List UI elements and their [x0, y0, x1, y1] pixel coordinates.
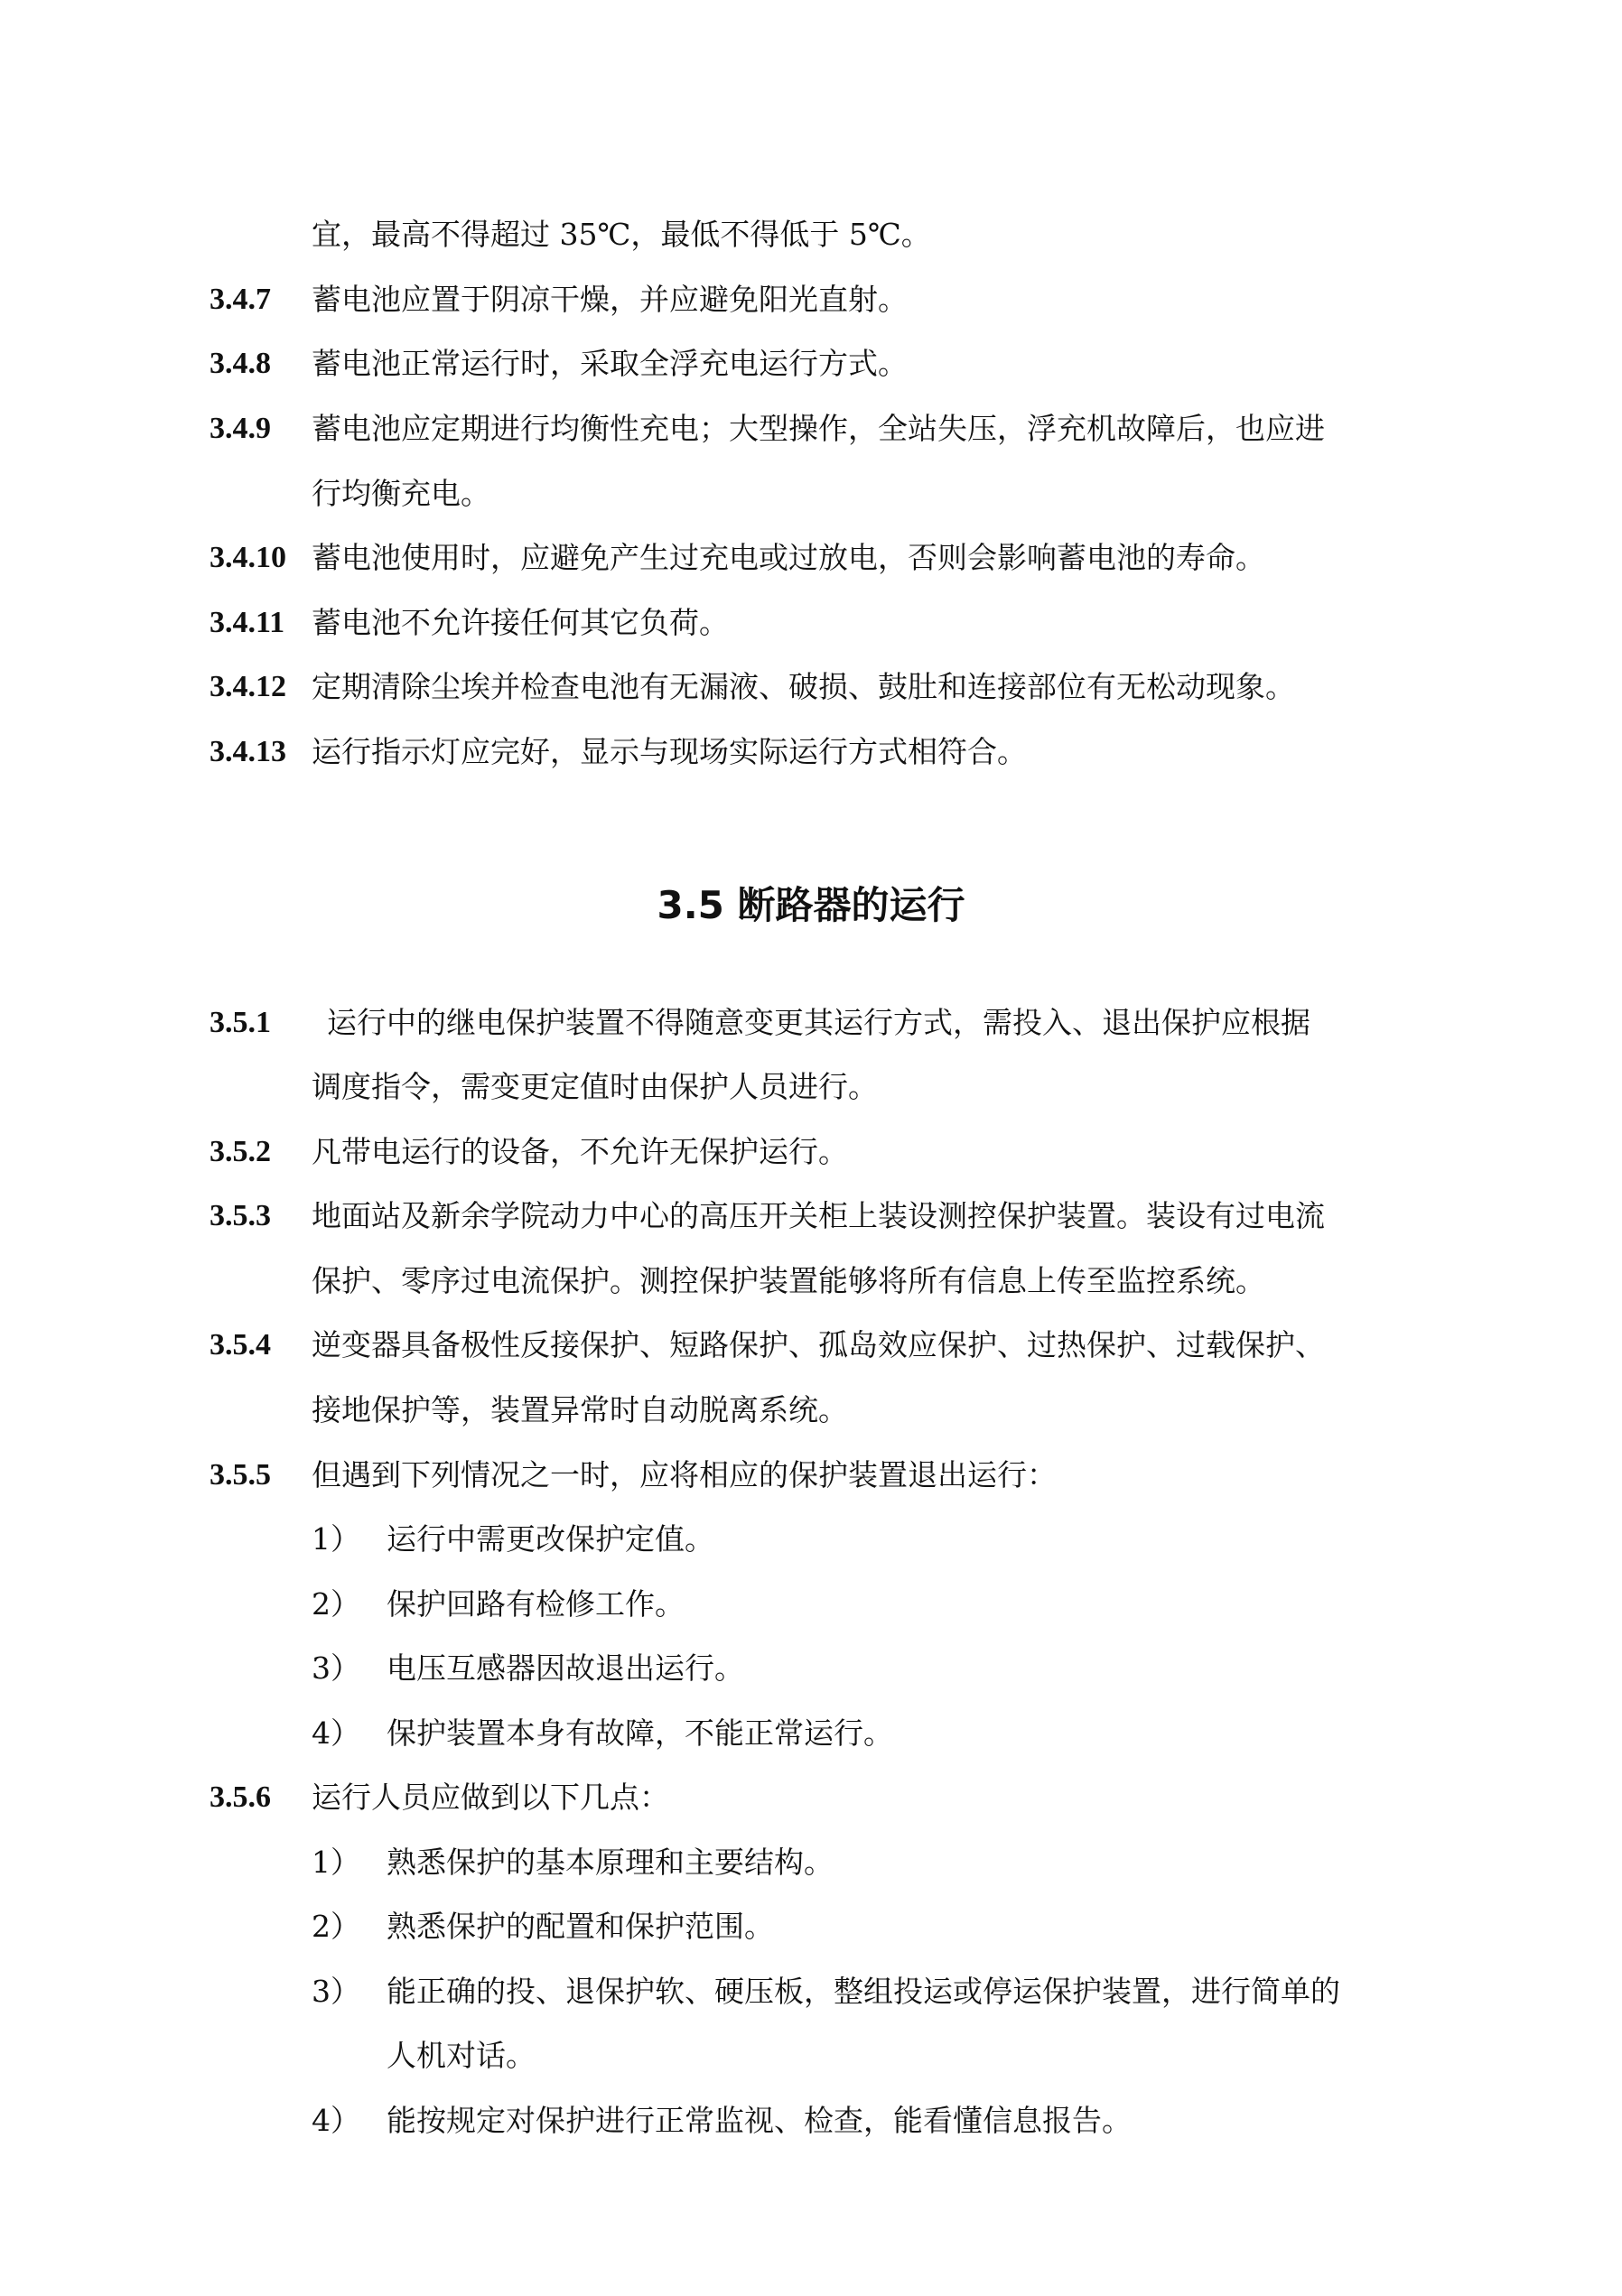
item-text: 地面站及新余学院动力中心的高压开关柜上装设测控保护装置。装设有过电流 [312, 1198, 1325, 1233]
list-marker: 1） [312, 1521, 360, 1557]
item-text-continued: 行均衡充电。 [312, 476, 490, 511]
list-item: 熟悉保护的基本原理和主要结构。 [387, 1845, 834, 1880]
item-number: 3.4.11 [210, 606, 285, 639]
paragraph-continuation: 宜，最高不得超过 35℃，最低不得低于 5℃。 [312, 217, 931, 252]
item-text: 运行指示灯应完好，显示与现场实际运行方式相符合。 [312, 734, 1027, 769]
item-number: 3.4.12 [210, 670, 286, 703]
list-item-continued: 人机对话。 [387, 2038, 536, 2073]
item-text-continued: 调度指令，需变更定值时由保护人员进行。 [312, 1069, 878, 1104]
item-text-continued: 接地保护等，装置异常时自动脱离系统。 [312, 1392, 848, 1427]
item-text: 蓄电池不允许接任何其它负荷。 [312, 605, 729, 640]
item-number: 3.4.13 [210, 735, 286, 768]
item-text: 蓄电池使用时，应避免产生过充电或过放电，否则会影响蓄电池的寿命。 [312, 540, 1265, 575]
list-marker: 1） [312, 1845, 360, 1880]
list-marker: 4） [312, 1715, 360, 1751]
list-item: 熟悉保护的配置和保护范围。 [387, 1909, 774, 1944]
list-marker: 4） [312, 2103, 360, 2138]
list-item: 运行中需更改保护定值。 [387, 1521, 714, 1557]
item-number: 3.5.4 [210, 1328, 271, 1362]
item-text: 蓄电池应置于阴凉干燥，并应避免阳光直射。 [312, 282, 908, 317]
item-number: 3.4.9 [210, 412, 271, 445]
item-number: 3.5.1 [210, 1006, 271, 1039]
item-text: 蓄电池应定期进行均衡性充电；大型操作，全站失压，浮充机故障后，也应进 [312, 411, 1325, 446]
list-marker: 3） [312, 1974, 360, 2009]
item-text: 定期清除尘埃并检查电池有无漏液、破损、鼓肚和连接部位有无松动现象。 [312, 669, 1295, 704]
section-heading: 3.5 断路器的运行 [657, 883, 965, 927]
item-number: 3.5.2 [210, 1135, 271, 1168]
item-number: 3.4.10 [210, 541, 286, 574]
item-number: 3.5.3 [210, 1199, 271, 1232]
list-item: 能正确的投、退保护软、硬压板，整组投运或停运保护装置，进行简单的 [387, 1974, 1340, 2009]
list-item: 保护装置本身有故障，不能正常运行。 [387, 1715, 893, 1751]
item-text: 逆变器具备极性反接保护、短路保护、孤岛效应保护、过热保护、过载保护、 [312, 1327, 1325, 1362]
list-item: 保护回路有检修工作。 [387, 1586, 685, 1622]
list-marker: 3） [312, 1650, 360, 1686]
item-text-continued: 保护、零序过电流保护。测控保护装置能够将所有信息上传至监控系统。 [312, 1263, 1265, 1298]
item-number: 3.5.6 [210, 1780, 271, 1814]
item-number: 3.4.8 [210, 347, 271, 380]
item-text: 运行中的继电保护装置不得随意变更其运行方式，需投入、退出保护应根据 [327, 1005, 1310, 1040]
item-text: 凡带电运行的设备，不允许无保护运行。 [312, 1134, 848, 1169]
item-text: 运行人员应做到以下几点： [312, 1780, 669, 1815]
item-text: 蓄电池正常运行时，采取全浮充电运行方式。 [312, 346, 908, 381]
list-item: 电压互感器因故退出运行。 [387, 1650, 744, 1686]
item-number: 3.4.7 [210, 283, 271, 316]
item-text: 但遇到下列情况之一时，应将相应的保护装置退出运行： [312, 1457, 1057, 1492]
list-item: 能按规定对保护进行正常监视、检查，能看懂信息报告。 [387, 2103, 1132, 2138]
item-number: 3.5.5 [210, 1458, 271, 1492]
list-marker: 2） [312, 1909, 360, 1944]
list-marker: 2） [312, 1586, 360, 1622]
